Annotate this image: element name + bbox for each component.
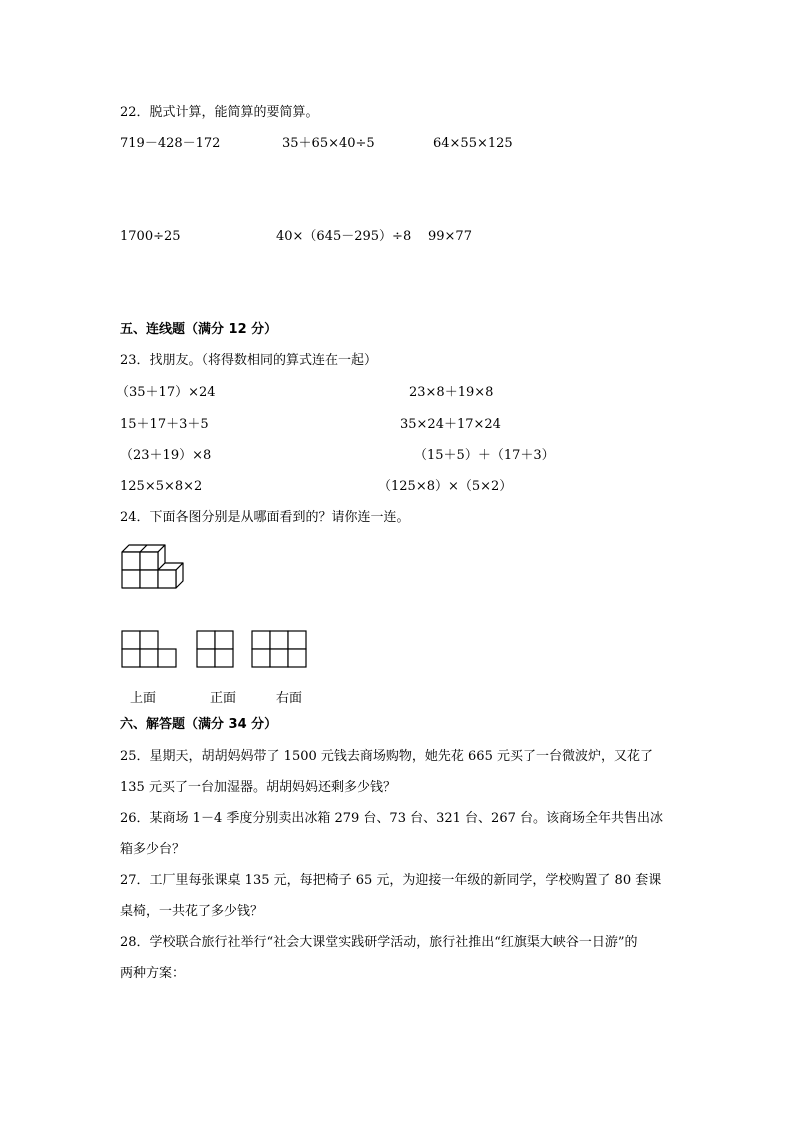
q23-right-4[interactable]: （125×8）×（5×2） <box>378 479 513 494</box>
q25-line-1: 25．星期天，胡胡妈妈带了 1500 元钱去商场购物，她先花 665 元买了一台微波炉，又花了 <box>120 749 653 764</box>
q23-left-4[interactable]: 125×5×8×2 <box>120 479 203 494</box>
q25-line-2: 135 元买了一台加湿器。胡胡妈妈还剩多少钱？ <box>120 780 396 795</box>
q23-right-3[interactable]: （15＋5）＋（17＋3） <box>414 448 555 463</box>
q23-left-1[interactable]: （35＋17）×24 <box>116 385 216 400</box>
q28-line-2: 两种方案： <box>120 966 186 981</box>
q28-line-1: 28．学校联合旅行社举行“社会大课堂实践研学活动，旅行社推出“红旗渠大峡谷一日游”的 <box>120 935 638 950</box>
q22-expr-6: 99×77 <box>428 229 472 244</box>
q23-right-1[interactable]: 23×8＋19×8 <box>409 385 494 400</box>
view-label-top[interactable]: 上面 <box>130 691 157 706</box>
q23-left-2[interactable]: 15＋17＋3＋5 <box>120 417 209 432</box>
view-label-right[interactable]: 右面 <box>276 691 303 706</box>
q26-line-1: 26．某商场 1－4 季度分别卖出冰箱 279 台、73 台、321 台、267 台。该商场全年共售出冰 <box>120 811 663 826</box>
section5-heading: 五、连线题（满分 12 分） <box>120 322 278 337</box>
view-figure-3[interactable] <box>251 630 309 668</box>
section6-heading: 六、解答题（满分 34 分） <box>120 717 278 732</box>
q22-expr-1: 719－428－172 <box>120 136 221 151</box>
q22-expr-3: 64×55×125 <box>433 136 513 151</box>
q23-left-3[interactable]: （23＋19）×8 <box>120 448 212 463</box>
view-figure-1[interactable] <box>121 630 179 668</box>
q23-right-2[interactable]: 35×24＋17×24 <box>400 417 501 432</box>
q22-expr-4: 1700÷25 <box>120 229 181 244</box>
view-label-front[interactable]: 正面 <box>210 691 237 706</box>
view-figure-2[interactable] <box>196 630 236 668</box>
q27-line-1: 27．工厂里每张课桌 135 元，每把椅子 65 元，为迎接一年级的新同学，学校购置了 80 套课 <box>120 873 662 888</box>
q22-title: 22．脱式计算，能简算的要简算。 <box>120 105 319 120</box>
q23-title: 23．找朋友。（将得数相同的算式连在一起） <box>120 353 378 368</box>
q24-title: 24．下面各图分别是从哪面看到的？请你连一连。 <box>120 510 410 525</box>
q22-expr-2: 35＋65×40÷5 <box>282 136 375 151</box>
q26-line-2: 箱多少台？ <box>120 842 186 857</box>
q22-expr-5: 40×（645－295）÷8 <box>276 229 412 244</box>
q27-line-2: 桌椅，一共花了多少钱？ <box>120 904 264 919</box>
cube-solid-figure <box>118 534 198 594</box>
